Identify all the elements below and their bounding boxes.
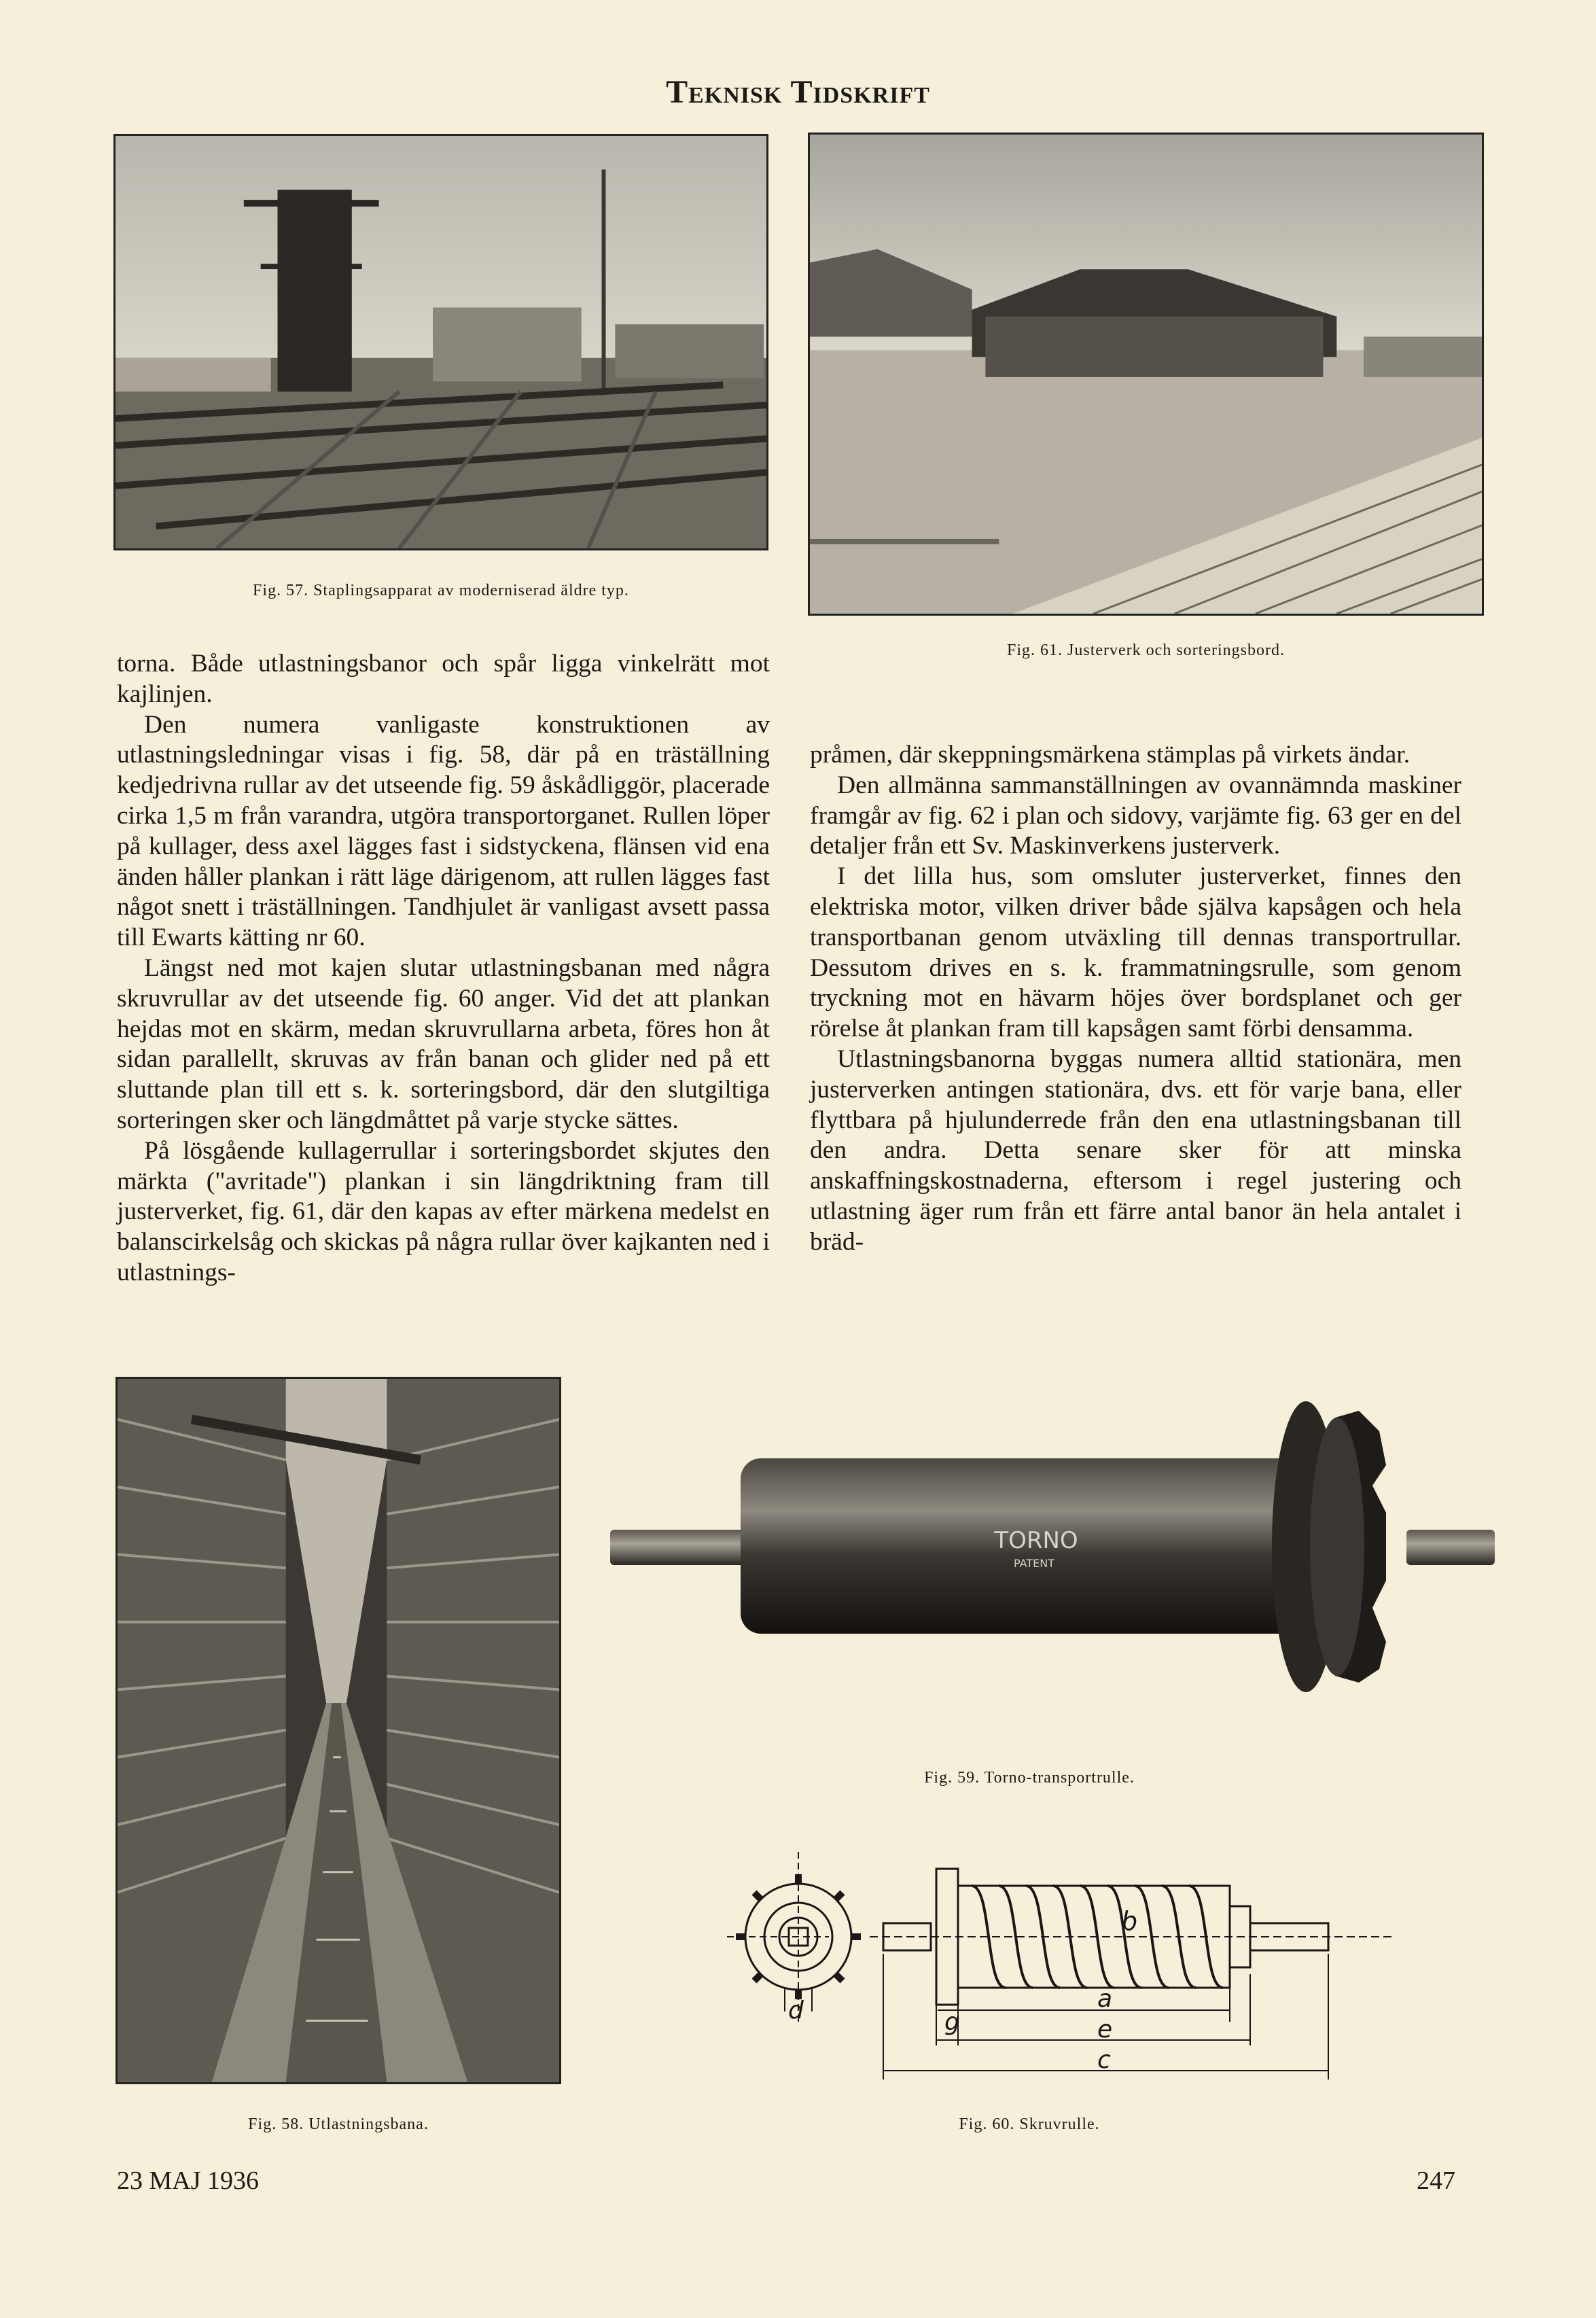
paragraph: I det lilla hus, som omsluter justerverket, finnes den elektriska motor, vilken driver både själva kapsågen och hela transportbanan genom utväxling till dennas transportrullar. Dessutom drives en s. k. frammatningsrulle, som genom tryckning mot en hävarm höjes över bordsplanet och ger rörelse åt plankan fram till kapsågen samt förbi densamma. (810, 862, 1461, 1043)
paragraph: Längst ned mot kajen slutar utlastningsbanan med några skruvrullar av det utseende fig. 60 anger. Vid det att plankan hejdas mot en skärm, medan skruvrullarna arbeta, föres hon åt sidan parallellt, skruvas av från banan och glider ned på ett sluttande plan till ett s. k. sorteringsbord, där den slutgiltiga sorteringen sker och längdmåttet på varje stycke sättes. (117, 953, 770, 1134)
figure-61-photo (808, 133, 1484, 616)
left-text-column (117, 649, 770, 1288)
paragraph: Den numera vanligaste konstruktionen av utlastningsledningar visas i fig. 58, där på en träställning kedjedrivna rullar av det utseende fig. 59 åskådliggör, placerade cirka 1,5 m från varandra, utgöra transportorganet. Rullen löper på kullager, dess axel lägges fast i sidstyckena, flänsen vid ena änden håller plankan i rätt läge därigenom, att rullen lägges fast något snett i träställningen. Tandhjulet är vanligast avsett passa till Ewarts kätting nr 60. (117, 710, 770, 952)
roller-brand-text: TORNO (994, 1527, 1078, 1554)
dim-label-b: b (1121, 1906, 1138, 1936)
paragraph: På lösgående kullagerrullar i sorteringsbordet skjutes den märkta ("avritade") plankan i sin längdriktning fram till justerverket, fig. 61, där den kapas av efter märkena medelst en balanscirkelsåg och skickas på några rullar över kajkanten ned i utlastnings- (117, 1136, 770, 1286)
dim-label-d: d (788, 1997, 804, 2024)
figure-57-photo (113, 134, 768, 550)
figure-61-caption: Fig. 61. Justerverk och sorteringsbord. (1007, 642, 1285, 659)
journal-title: Teknisk Tidskrift (666, 74, 930, 110)
dim-label-e: e (1097, 2016, 1113, 2043)
figure-58-caption: Fig. 58. Utlastningsbana. (248, 2115, 429, 2133)
roller-patent-text: PATENT (1014, 1557, 1054, 1570)
figure-57-caption: Fig. 57. Staplingsapparat av moderniserad äldre typ. (253, 582, 629, 599)
figure-59-illustration (605, 1370, 1502, 1730)
figure-60-drawing (720, 1845, 1400, 2100)
paragraph: pråmen, där skeppningsmärkena stämplas på virkets ändar. (810, 741, 1411, 769)
dim-label-g: g (944, 2008, 960, 2036)
paragraph: torna. Både utlastningsbanor och spår ligga vinkelrätt mot kajlinjen. (117, 650, 770, 708)
page-number: 247 (1417, 2166, 1455, 2195)
dim-label-c: c (1097, 2046, 1111, 2074)
paragraph: Utlastningsbanorna byggas numera alltid stationära, men justerverken antingen stationära, dvs. ett för varje bana, eller flyttbara på hjulunderrede från den ena utlastningsbanan till den andra. Detta senare sker för att minska anskaffningskostnaderna, eftersom i regel justering och utlastning äger rum från ett färre antal banor än hela antalet i bräd- (810, 1044, 1461, 1256)
paragraph: Den allmänna sammanställningen av ovannämnda maskiner framgår av fig. 62 i plan och sidovy, varjämte fig. 63 ger en del detaljer från ett Sv. Maskinverkens justerverk. (810, 771, 1461, 860)
figure-59-caption: Fig. 59. Torno-transportrulle. (924, 1769, 1135, 1787)
figure-58-photo (116, 1377, 561, 2084)
issue-date: 23 MAJ 1936 (117, 2166, 260, 2195)
figure-60-caption: Fig. 60. Skruvrulle. (959, 2115, 1100, 2133)
dim-label-a: a (1097, 1985, 1113, 2013)
right-text-column (810, 740, 1461, 1258)
